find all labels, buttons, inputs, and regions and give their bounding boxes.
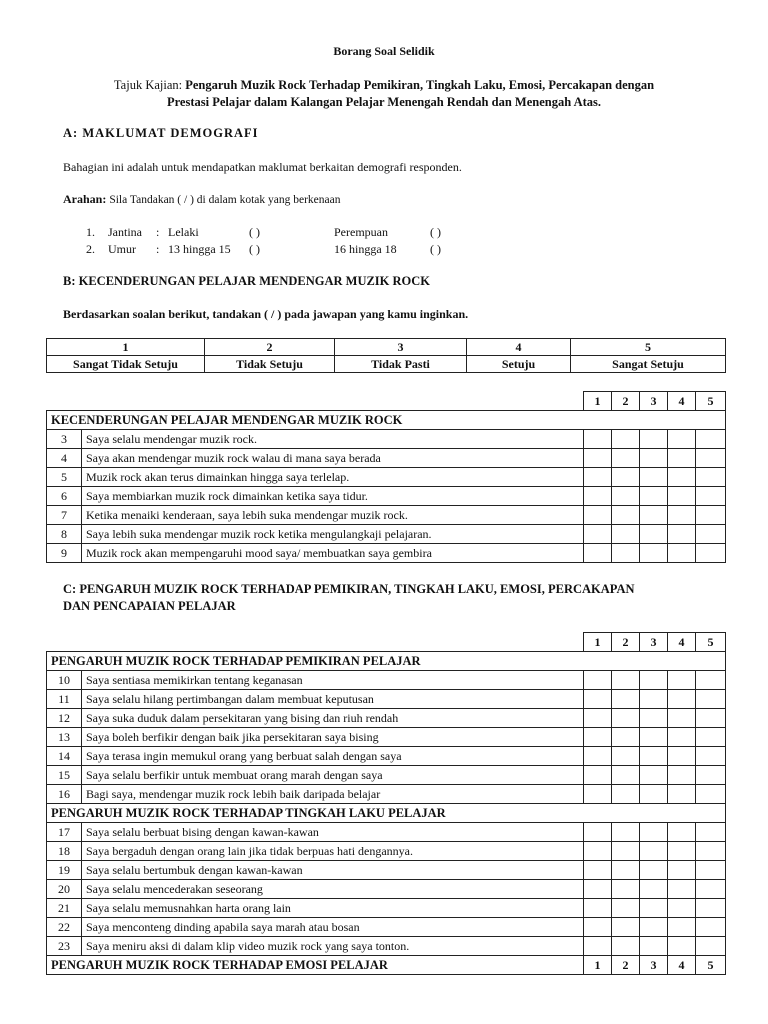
section-c-heading-2: DAN PENCAPAIAN PELAJAR [63,599,236,613]
row-number: 5 [47,468,82,487]
row-number: 23 [47,937,82,956]
answer-cell-4[interactable] [668,899,696,918]
answer-cell-5[interactable] [696,918,726,937]
scale-num-1: 1 [47,339,205,356]
answer-cell-4[interactable] [668,880,696,899]
answer-cell-5[interactable] [696,544,726,563]
row-number: 22 [47,918,82,937]
table-row [47,918,726,937]
answer-cell-1[interactable] [584,544,612,563]
blank-cell [47,633,584,652]
table-row [47,842,726,861]
group-heading-pemikiran: PENGARUH MUZIK ROCK TERHADAP PEMIKIRAN PELAJAR [47,652,726,671]
scale-label-row [47,356,726,373]
col-header-4: 4 [668,956,696,975]
row-text: Saya suka duduk dalam persekitaran yang bising dan riuh rendah [82,709,584,728]
col-header-1: 1 [584,633,612,652]
answer-cell-5[interactable] [696,747,726,766]
answer-cell-4[interactable] [668,690,696,709]
answer-cell-3[interactable] [640,842,668,861]
answer-cell-4[interactable] [668,842,696,861]
row-text: Ketika menaiki kenderaan, saya lebih suka mendengar muzik rock. [82,506,584,525]
option-16-18: 16 hingga 18 [334,242,397,256]
checkbox-lelaki[interactable]: ( ) [249,225,260,239]
checkbox-perempuan[interactable]: ( ) [430,225,441,239]
section-b-heading: B: KECENDERUNGAN PELAJAR MENDENGAR MUZIK ROCK [63,274,431,288]
col-header-2: 2 [612,956,640,975]
section-b-instruction: Berdasarkan soalan berikut, tandakan ( / ) pada jawapan yang kamu inginkan. [63,307,469,321]
row-text: Saya selalu bertumbuk dengan kawan-kawan [82,861,584,880]
answer-cell-5[interactable] [696,937,726,956]
answer-cell-2[interactable] [612,671,640,690]
answer-cell-2[interactable] [612,880,640,899]
answer-cell-2[interactable] [612,709,640,728]
answer-cell-4[interactable] [668,785,696,804]
tajuk-line-1 [0,78,768,93]
group-heading-row-emosi [47,956,726,975]
answer-cell-4[interactable] [668,430,696,449]
column-header-row [47,392,726,411]
row-text: Saya akan mendengar muzik rock walau di mana saya berada [82,449,584,468]
answer-cell-4[interactable] [668,766,696,785]
arahan-text: Sila Tandakan ( / ) di dalam kotak yang berkenaan [109,194,341,206]
scale-num-3: 3 [335,339,467,356]
table-row [47,468,726,487]
answer-cell-1[interactable] [584,766,612,785]
answer-cell-3[interactable] [640,544,668,563]
answer-cell-1[interactable] [584,690,612,709]
answer-cell-4[interactable] [668,861,696,880]
answer-cell-2[interactable] [612,861,640,880]
scale-label-2: Tidak Setuju [205,356,335,373]
scale-label-1: Sangat Tidak Setuju [47,356,205,373]
table-row [47,506,726,525]
answer-cell-3[interactable] [640,506,668,525]
table-section-heading-row [47,411,726,430]
section-a-intro: Bahagian ini adalah untuk mendapatkan maklumat berkaitan demografi responden. [63,160,462,174]
answer-cell-4[interactable] [668,449,696,468]
answer-cell-1[interactable] [584,430,612,449]
answer-cell-2[interactable] [612,937,640,956]
row-number: 19 [47,861,82,880]
answer-cell-1[interactable] [584,671,612,690]
answer-cell-4[interactable] [668,544,696,563]
col-header-4: 4 [668,392,696,411]
answer-cell-1[interactable] [584,728,612,747]
option-13-15: 13 hingga 15 [168,242,231,256]
answer-cell-5[interactable] [696,785,726,804]
group-heading-row-pemikiran [47,652,726,671]
tajuk-text-1: Pengaruh Muzik Rock Terhadap Pemikiran, Tingkah Laku, Emosi, Percakapan dengan [185,78,655,92]
answer-cell-3[interactable] [640,861,668,880]
answer-cell-3[interactable] [640,747,668,766]
answer-cell-2[interactable] [612,430,640,449]
col-header-3: 3 [640,633,668,652]
answer-cell-2[interactable] [612,449,640,468]
table-row [47,880,726,899]
col-header-1: 1 [584,392,612,411]
answer-cell-3[interactable] [640,728,668,747]
row-number: 18 [47,842,82,861]
answer-cell-1[interactable] [584,861,612,880]
answer-cell-5[interactable] [696,728,726,747]
item-label: Jantina [108,225,142,239]
answer-cell-3[interactable] [640,899,668,918]
answer-cell-3[interactable] [640,785,668,804]
answer-cell-4[interactable] [668,487,696,506]
row-text: Saya selalu memusnahkan harta orang lain [82,899,584,918]
answer-cell-5[interactable] [696,468,726,487]
answer-cell-3[interactable] [640,709,668,728]
table-row [47,861,726,880]
tajuk-label: Tajuk Kajian: [113,78,183,92]
option-lelaki: Lelaki [168,225,199,239]
row-text: Saya bergaduh dengan orang lain jika tidak berpuas hati dengannya. [82,842,584,861]
answer-cell-2[interactable] [612,899,640,918]
scale-label-5: Sangat Setuju [571,356,726,373]
answer-cell-5[interactable] [696,709,726,728]
row-text: Saya selalu berfikir untuk membuat orang marah dengan saya [82,766,584,785]
answer-cell-2[interactable] [612,766,640,785]
blank-cell [47,392,584,411]
answer-cell-4[interactable] [668,747,696,766]
answer-cell-1[interactable] [584,449,612,468]
answer-cell-3[interactable] [640,880,668,899]
answer-cell-2[interactable] [612,506,640,525]
row-text: Saya meniru aksi di dalam klip video muzik rock yang saya tonton. [82,937,584,956]
page-title: Borang Soal Selidik [333,44,435,58]
likert-scale-table [46,338,726,373]
answer-cell-4[interactable] [668,506,696,525]
row-number: 8 [47,525,82,544]
row-number: 11 [47,690,82,709]
answer-cell-3[interactable] [640,487,668,506]
row-number: 9 [47,544,82,563]
answer-cell-1[interactable] [584,823,612,842]
col-header-2: 2 [612,633,640,652]
row-number: 3 [47,430,82,449]
answer-cell-1[interactable] [584,918,612,937]
col-header-1: 1 [584,956,612,975]
table-row [47,487,726,506]
arahan [63,192,340,207]
row-number: 16 [47,785,82,804]
row-number: 17 [47,823,82,842]
col-header-5: 5 [696,392,726,411]
answer-cell-5[interactable] [696,861,726,880]
answer-cell-4[interactable] [668,823,696,842]
arahan-label: Arahan: [63,192,107,206]
col-header-5: 5 [696,633,726,652]
answer-cell-2[interactable] [612,690,640,709]
row-number: 7 [47,506,82,525]
table-row [47,785,726,804]
item-label: Umur [108,242,136,256]
answer-cell-3[interactable] [640,468,668,487]
answer-cell-5[interactable] [696,690,726,709]
scale-num-4: 4 [467,339,571,356]
answer-cell-5[interactable] [696,525,726,544]
row-number: 21 [47,899,82,918]
answer-cell-3[interactable] [640,430,668,449]
table-row [47,525,726,544]
answer-cell-2[interactable] [612,468,640,487]
answer-cell-1[interactable] [584,842,612,861]
col-header-5: 5 [696,956,726,975]
table-row [47,671,726,690]
col-header-3: 3 [640,956,668,975]
answer-cell-3[interactable] [640,525,668,544]
answer-cell-5[interactable] [696,449,726,468]
answer-cell-1[interactable] [584,937,612,956]
row-text: Saya selalu berbuat bising dengan kawan-kawan [82,823,584,842]
table-section-heading: KECENDERUNGAN PELAJAR MENDENGAR MUZIK ROCK [47,411,726,430]
section-b-question-table [46,391,726,563]
answer-cell-3[interactable] [640,449,668,468]
section-c-heading-1: C: PENGARUH MUZIK ROCK TERHADAP PEMIKIRAN, TINGKAH LAKU, EMOSI, PERCAKAPAN [63,582,635,596]
col-header-2: 2 [612,392,640,411]
checkbox-16-18[interactable]: ( ) [430,242,441,256]
answer-cell-1[interactable] [584,487,612,506]
table-row [47,728,726,747]
answer-cell-1[interactable] [584,506,612,525]
answer-cell-3[interactable] [640,823,668,842]
answer-cell-4[interactable] [668,937,696,956]
row-text: Muzik rock akan mempengaruhi mood saya/ membuatkan saya gembira [82,544,584,563]
item-number: 1. [86,225,95,239]
row-text: Saya selalu mendengar muzik rock. [82,430,584,449]
row-number: 10 [47,671,82,690]
answer-cell-3[interactable] [640,766,668,785]
answer-cell-5[interactable] [696,766,726,785]
table-row [47,449,726,468]
answer-cell-2[interactable] [612,785,640,804]
table-row [47,899,726,918]
table-row [47,544,726,563]
answer-cell-4[interactable] [668,728,696,747]
item-colon: : [156,225,160,239]
col-header-3: 3 [640,392,668,411]
scale-num-2: 2 [205,339,335,356]
answer-cell-4[interactable] [668,918,696,937]
answer-cell-1[interactable] [584,709,612,728]
table-row [47,430,726,449]
answer-cell-1[interactable] [584,468,612,487]
tajuk-line-2: Prestasi Pelajar dalam Kalangan Pelajar Menengah Rendah dan Menengah Atas. [166,95,602,109]
row-text: Muzik rock akan terus dimainkan hingga saya terlelap. [82,468,584,487]
row-number: 4 [47,449,82,468]
answer-cell-5[interactable] [696,842,726,861]
row-text: Saya selalu hilang pertimbangan dalam membuat keputusan [82,690,584,709]
table-row [47,709,726,728]
row-text: Saya sentiasa memikirkan tentang keganasan [82,671,584,690]
answer-cell-5[interactable] [696,506,726,525]
answer-cell-2[interactable] [612,747,640,766]
table-row [47,747,726,766]
answer-cell-2[interactable] [612,823,640,842]
answer-cell-3[interactable] [640,918,668,937]
table-row [47,823,726,842]
answer-cell-1[interactable] [584,785,612,804]
answer-cell-5[interactable] [696,899,726,918]
section-a-heading: A: MAKLUMAT DEMOGRAFI [63,126,259,140]
answer-cell-3[interactable] [640,671,668,690]
answer-cell-1[interactable] [584,899,612,918]
scale-number-row [47,339,726,356]
row-text: Saya lebih suka mendengar muzik rock ketika mengulangkaji pelajaran. [82,525,584,544]
row-text: Saya selalu mencederakan seseorang [82,880,584,899]
row-number: 15 [47,766,82,785]
answer-cell-3[interactable] [640,690,668,709]
group-heading-emosi: PENGARUH MUZIK ROCK TERHADAP EMOSI PELAJAR [47,956,584,975]
answer-cell-4[interactable] [668,709,696,728]
row-text: Saya membiarkan muzik rock dimainkan ketika saya tidur. [82,487,584,506]
answer-cell-4[interactable] [668,468,696,487]
row-text: Saya boleh berfikir dengan baik jika persekitaran saya bising [82,728,584,747]
checkbox-13-15[interactable]: ( ) [249,242,260,256]
row-number: 20 [47,880,82,899]
row-number: 12 [47,709,82,728]
group-heading-row-tingkah-laku [47,804,726,823]
answer-cell-4[interactable] [668,525,696,544]
answer-cell-5[interactable] [696,880,726,899]
answer-cell-2[interactable] [612,728,640,747]
table-row [47,690,726,709]
row-text: Saya terasa ingin memukul orang yang berbuat salah dengan saya [82,747,584,766]
row-text: Bagi saya, mendengar muzik rock lebih baik daripada belajar [82,785,584,804]
answer-cell-1[interactable] [584,747,612,766]
scale-label-4: Setuju [467,356,571,373]
answer-cell-2[interactable] [612,487,640,506]
answer-cell-1[interactable] [584,525,612,544]
answer-cell-5[interactable] [696,671,726,690]
answer-cell-5[interactable] [696,430,726,449]
row-number: 14 [47,747,82,766]
section-c-question-table [46,632,726,975]
item-colon: : [156,242,160,256]
answer-cell-5[interactable] [696,823,726,842]
column-header-row [47,633,726,652]
table-row [47,937,726,956]
answer-cell-5[interactable] [696,487,726,506]
answer-cell-4[interactable] [668,671,696,690]
table-row [47,766,726,785]
answer-cell-2[interactable] [612,544,640,563]
row-number: 13 [47,728,82,747]
scale-num-5: 5 [571,339,726,356]
row-number: 6 [47,487,82,506]
item-number: 2. [86,242,95,256]
answer-cell-2[interactable] [612,525,640,544]
scale-label-3: Tidak Pasti [335,356,467,373]
row-text: Saya menconteng dinding apabila saya marah atau bosan [82,918,584,937]
answer-cell-3[interactable] [640,937,668,956]
answer-cell-2[interactable] [612,918,640,937]
answer-cell-2[interactable] [612,842,640,861]
col-header-4: 4 [668,633,696,652]
option-perempuan: Perempuan [334,225,388,239]
answer-cell-1[interactable] [584,880,612,899]
group-heading-tingkah-laku: PENGARUH MUZIK ROCK TERHADAP TINGKAH LAKU PELAJAR [47,804,726,823]
